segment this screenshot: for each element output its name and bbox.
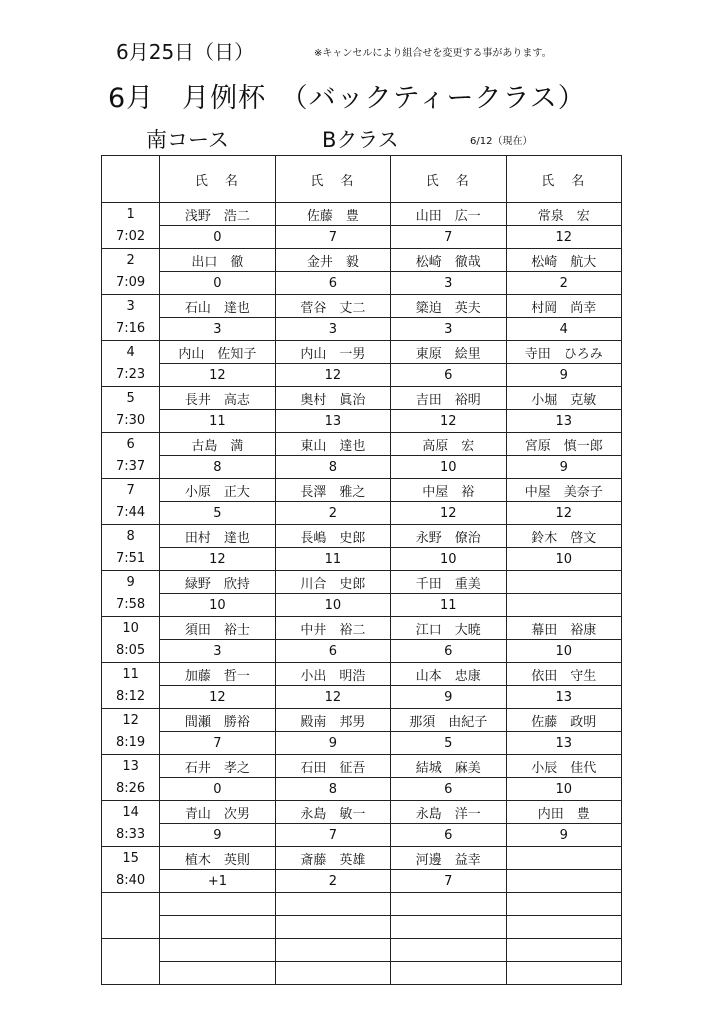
player-name: 吉田 裕明	[391, 387, 506, 410]
player-score: 3	[391, 318, 506, 341]
empty-cell	[391, 939, 506, 962]
tee-time: 7:09	[102, 272, 160, 295]
player-score: 0	[160, 272, 275, 295]
group-score-row	[102, 410, 622, 433]
group-name-row	[102, 433, 622, 456]
player-score: 10	[391, 548, 506, 571]
name-column-header: 氏 名	[275, 156, 390, 203]
player-score: 9	[160, 824, 275, 847]
empty-cell	[102, 893, 160, 916]
player-score: 4	[506, 318, 621, 341]
player-score: 7	[391, 226, 506, 249]
group-number: 2	[102, 249, 160, 272]
group-name-row	[102, 801, 622, 824]
group-score-row	[102, 686, 622, 709]
tee-time: 8:12	[102, 686, 160, 709]
tee-time: 8:40	[102, 870, 160, 893]
empty-cell	[102, 916, 160, 939]
player-name: 長澤 雅之	[275, 479, 390, 502]
player-name: 斎藤 英雄	[275, 847, 390, 870]
player-score: 6	[391, 364, 506, 387]
player-score: 11	[160, 410, 275, 433]
player-score: 6	[275, 272, 390, 295]
class-name: Bクラス	[322, 128, 399, 152]
group-score-row	[102, 548, 622, 571]
group-number: 6	[102, 433, 160, 456]
group-name-row	[102, 479, 622, 502]
player-name: 奥村 眞治	[275, 387, 390, 410]
tee-time: 8:33	[102, 824, 160, 847]
group-score-row	[102, 456, 622, 479]
player-name: 宮原 慎一郎	[506, 433, 621, 456]
player-name: 永島 敏一	[275, 801, 390, 824]
player-name: 金井 毅	[275, 249, 390, 272]
group-number: 4	[102, 341, 160, 364]
empty-group-row	[102, 893, 622, 916]
group-number: 1	[102, 203, 160, 226]
player-score: 5	[391, 732, 506, 755]
player-name: 緑野 欣持	[160, 571, 275, 594]
group-number: 9	[102, 571, 160, 594]
player-score: 8	[160, 456, 275, 479]
player-name: 東原 絵里	[391, 341, 506, 364]
group-number: 11	[102, 663, 160, 686]
group-name-row	[102, 755, 622, 778]
player-name: 間瀬 勝裕	[160, 709, 275, 732]
empty-cell	[506, 962, 621, 985]
player-name: 川合 史郎	[275, 571, 390, 594]
group-number: 12	[102, 709, 160, 732]
player-name: 内田 豊	[506, 801, 621, 824]
page-title: 6月 月例杯 （バックティークラス）	[108, 83, 586, 114]
player-score: 12	[275, 686, 390, 709]
player-score: 10	[506, 548, 621, 571]
player-name: 出口 徹	[160, 249, 275, 272]
player-name: 村岡 尚幸	[506, 295, 621, 318]
player-name: 永野 僚治	[391, 525, 506, 548]
player-name: 長嶋 史郎	[275, 525, 390, 548]
player-score: 8	[275, 778, 390, 801]
tee-time: 7:23	[102, 364, 160, 387]
tee-time: 7:37	[102, 456, 160, 479]
player-score: 13	[275, 410, 390, 433]
player-name: 小原 正大	[160, 479, 275, 502]
group-number: 3	[102, 295, 160, 318]
group-number: 13	[102, 755, 160, 778]
player-score: 2	[506, 272, 621, 295]
player-score: +1	[160, 870, 275, 893]
empty-cell	[275, 939, 390, 962]
group-score-row	[102, 778, 622, 801]
tee-time: 7:58	[102, 594, 160, 617]
player-score: 6	[391, 824, 506, 847]
empty-cell	[391, 962, 506, 985]
player-score: 10	[391, 456, 506, 479]
player-score: 9	[275, 732, 390, 755]
player-score: 12	[160, 686, 275, 709]
group-name-row	[102, 249, 622, 272]
player-score: 12	[506, 226, 621, 249]
empty-cell	[160, 962, 275, 985]
as-of-date: 6/12（現在）	[470, 136, 533, 147]
player-name: 殿南 邦男	[275, 709, 390, 732]
player-score	[506, 594, 621, 617]
empty-cell	[275, 916, 390, 939]
group-score-row	[102, 824, 622, 847]
empty-cell	[275, 962, 390, 985]
player-score: 2	[275, 870, 390, 893]
player-score: 3	[160, 318, 275, 341]
group-score-row	[102, 502, 622, 525]
table-body	[102, 203, 622, 985]
player-name: 佐藤 豊	[275, 203, 390, 226]
player-score: 9	[506, 824, 621, 847]
empty-cell	[506, 916, 621, 939]
player-name: 永島 洋一	[391, 801, 506, 824]
player-score: 13	[506, 686, 621, 709]
player-name: 那須 由紀子	[391, 709, 506, 732]
player-name: 山本 忠康	[391, 663, 506, 686]
player-score: 11	[275, 548, 390, 571]
group-number: 10	[102, 617, 160, 640]
player-name: 幕田 裕康	[506, 617, 621, 640]
player-name: 簗迫 英夫	[391, 295, 506, 318]
name-column-header: 氏 名	[506, 156, 621, 203]
player-name: 東山 達也	[275, 433, 390, 456]
group-name-row	[102, 663, 622, 686]
name-column-header: 氏 名	[160, 156, 275, 203]
empty-group-row	[102, 916, 622, 939]
course-name: 南コース	[146, 128, 229, 152]
group-score-row	[102, 318, 622, 341]
player-name: 長井 高志	[160, 387, 275, 410]
player-name: 寺田 ひろみ	[506, 341, 621, 364]
player-name: 古島 満	[160, 433, 275, 456]
player-name: 青山 次男	[160, 801, 275, 824]
empty-group-row	[102, 962, 622, 985]
pairing-table	[101, 155, 622, 985]
group-number: 7	[102, 479, 160, 502]
group-number: 8	[102, 525, 160, 548]
empty-cell	[275, 893, 390, 916]
player-score: 9	[506, 364, 621, 387]
group-name-row	[102, 203, 622, 226]
group-name-row	[102, 387, 622, 410]
player-name: 鈴木 啓文	[506, 525, 621, 548]
player-score: 3	[275, 318, 390, 341]
player-score: 6	[391, 778, 506, 801]
group-name-row	[102, 341, 622, 364]
player-score: 3	[391, 272, 506, 295]
player-name: 結城 麻美	[391, 755, 506, 778]
group-column-header	[102, 156, 160, 203]
player-score: 10	[506, 640, 621, 663]
player-name: 石田 征吾	[275, 755, 390, 778]
empty-cell	[160, 916, 275, 939]
player-score: 3	[160, 640, 275, 663]
player-score: 13	[506, 410, 621, 433]
player-name: 河邊 益幸	[391, 847, 506, 870]
group-score-row	[102, 594, 622, 617]
player-score: 5	[160, 502, 275, 525]
tee-time: 7:02	[102, 226, 160, 249]
player-name: 高原 宏	[391, 433, 506, 456]
tee-time: 7:30	[102, 410, 160, 433]
player-score: 12	[506, 502, 621, 525]
player-name: 佐藤 政明	[506, 709, 621, 732]
player-name: 内山 佐知子	[160, 341, 275, 364]
empty-group-row	[102, 939, 622, 962]
empty-cell	[391, 893, 506, 916]
player-score: 12	[160, 364, 275, 387]
empty-cell	[102, 962, 160, 985]
group-name-row	[102, 617, 622, 640]
group-name-row	[102, 709, 622, 732]
group-score-row	[102, 732, 622, 755]
player-name	[506, 571, 621, 594]
player-score: 10	[506, 778, 621, 801]
group-name-row	[102, 847, 622, 870]
player-name: 須田 裕士	[160, 617, 275, 640]
player-score: 13	[506, 732, 621, 755]
player-score: 12	[160, 548, 275, 571]
player-score: 7	[275, 824, 390, 847]
tee-time: 8:19	[102, 732, 160, 755]
player-name: 松崎 徹哉	[391, 249, 506, 272]
group-score-row	[102, 364, 622, 387]
player-name: 植木 英則	[160, 847, 275, 870]
player-name: 中井 裕二	[275, 617, 390, 640]
player-name: 千田 重美	[391, 571, 506, 594]
cancellation-note: ※キャンセルにより組合せを変更する事があります。	[314, 48, 552, 59]
player-score: 0	[160, 226, 275, 249]
group-name-row	[102, 295, 622, 318]
player-name: 浅野 浩二	[160, 203, 275, 226]
player-score: 6	[391, 640, 506, 663]
name-column-header: 氏 名	[391, 156, 506, 203]
empty-cell	[160, 893, 275, 916]
group-number: 15	[102, 847, 160, 870]
player-score: 7	[391, 870, 506, 893]
empty-cell	[506, 939, 621, 962]
tee-time: 7:16	[102, 318, 160, 341]
player-name: 小出 明浩	[275, 663, 390, 686]
empty-cell	[102, 939, 160, 962]
player-score: 6	[275, 640, 390, 663]
player-score: 11	[391, 594, 506, 617]
tee-time: 8:26	[102, 778, 160, 801]
group-score-row	[102, 226, 622, 249]
group-number: 14	[102, 801, 160, 824]
table-header-row	[102, 156, 622, 203]
player-name: 山田 広一	[391, 203, 506, 226]
player-score: 9	[391, 686, 506, 709]
player-name: 田村 達也	[160, 525, 275, 548]
player-score: 2	[275, 502, 390, 525]
tee-time: 8:05	[102, 640, 160, 663]
player-name: 石山 達也	[160, 295, 275, 318]
empty-cell	[391, 916, 506, 939]
group-number: 5	[102, 387, 160, 410]
player-score: 12	[391, 502, 506, 525]
group-score-row	[102, 870, 622, 893]
player-score: 12	[391, 410, 506, 433]
player-score: 10	[275, 594, 390, 617]
player-name: 加藤 哲一	[160, 663, 275, 686]
player-score: 0	[160, 778, 275, 801]
empty-cell	[506, 893, 621, 916]
player-name: 中屋 美奈子	[506, 479, 621, 502]
player-score: 7	[275, 226, 390, 249]
player-name: 松崎 航大	[506, 249, 621, 272]
player-score: 12	[275, 364, 390, 387]
event-date: 6月25日（日）	[116, 40, 255, 64]
player-score: 9	[506, 456, 621, 479]
group-score-row	[102, 272, 622, 295]
player-name: 小堀 克敏	[506, 387, 621, 410]
player-name: 小辰 佳代	[506, 755, 621, 778]
player-name: 依田 守生	[506, 663, 621, 686]
player-name: 中屋 裕	[391, 479, 506, 502]
group-name-row	[102, 525, 622, 548]
player-name	[506, 847, 621, 870]
player-name: 菅谷 丈二	[275, 295, 390, 318]
tee-time: 7:51	[102, 548, 160, 571]
player-score: 8	[275, 456, 390, 479]
tee-time: 7:44	[102, 502, 160, 525]
player-name: 内山 一男	[275, 341, 390, 364]
player-score: 7	[160, 732, 275, 755]
empty-cell	[160, 939, 275, 962]
group-name-row	[102, 571, 622, 594]
group-score-row	[102, 640, 622, 663]
player-score	[506, 870, 621, 893]
player-name: 常泉 宏	[506, 203, 621, 226]
player-name: 石井 孝之	[160, 755, 275, 778]
player-score: 10	[160, 594, 275, 617]
player-name: 江口 大暁	[391, 617, 506, 640]
